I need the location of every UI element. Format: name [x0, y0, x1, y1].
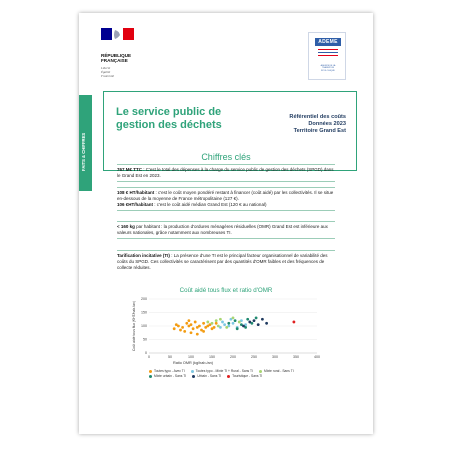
key-figure-value: < 160 kg	[117, 224, 135, 229]
reference-line: Données 2023	[308, 121, 346, 127]
key-figure-text: : c'est le coût aidé médian Grand Est (120 € au national)	[153, 202, 267, 207]
data-point	[257, 323, 260, 326]
x-tick-label: 200	[230, 355, 236, 359]
data-point	[179, 329, 182, 332]
y-tick-label: 200	[141, 297, 147, 302]
key-figure-value: Tarification incitative (TI)	[117, 253, 170, 258]
data-point	[185, 322, 188, 325]
key-figure	[117, 224, 335, 236]
data-point	[253, 319, 256, 322]
y-tick-label: 150	[141, 310, 147, 315]
key-figure-text: : C'est le total des dépenses à la charge du service public de gestion des déchets (SPGD) dans le Grand Est en 2023.	[117, 167, 334, 178]
legend-swatch	[191, 370, 194, 373]
data-point	[232, 322, 235, 325]
x-axis-label: Ratio OMR (kg/hab./an)	[172, 361, 214, 365]
data-point	[246, 318, 249, 321]
data-point	[173, 327, 176, 330]
key-figure-value: 106 €HT/habitant	[117, 202, 154, 207]
data-point	[215, 319, 218, 322]
data-point	[190, 331, 193, 334]
marianne-logo-icon	[101, 28, 135, 50]
data-point	[196, 333, 199, 336]
motto: Liberté Égalité Fraternité	[101, 66, 115, 78]
key-figure-block	[117, 187, 335, 211]
key-figure-block	[117, 164, 335, 182]
y-tick-label: 100	[141, 324, 147, 329]
section-title: Chiffres clés	[201, 152, 251, 162]
ademe-tagline: AGENCE DE LA TRANSITION ÉCOLOGIQUE	[320, 65, 336, 72]
data-point	[236, 327, 239, 330]
key-figure-value: 108 € HT/habitant	[117, 190, 155, 195]
data-point	[238, 321, 241, 324]
reference-line: Territoire Grand Est	[293, 128, 346, 134]
key-figure	[117, 190, 335, 202]
y-tick-label: 50	[143, 337, 147, 342]
legend-swatch	[192, 375, 195, 378]
data-point	[188, 319, 191, 322]
state-name: RÉPUBLIQUE FRANÇAISE	[101, 53, 132, 63]
data-point	[217, 325, 220, 328]
key-figure-block	[117, 250, 335, 273]
legend-item	[192, 374, 221, 379]
data-point	[265, 322, 268, 325]
side-label: FAITS & CHIFFRES	[81, 132, 86, 171]
reference-line: Référentiel des coûts	[289, 114, 346, 120]
y-tick-label: 0	[145, 351, 147, 356]
data-point	[242, 325, 245, 328]
ademe-stripe	[318, 52, 338, 53]
data-point	[215, 322, 218, 325]
data-point	[293, 321, 296, 324]
x-tick-label: 400	[314, 355, 320, 359]
data-point	[261, 318, 264, 321]
x-tick-label: 150	[209, 355, 215, 359]
x-tick-label: 250	[251, 355, 257, 359]
data-point	[223, 323, 226, 326]
ademe-wordmark: ADEME	[315, 38, 341, 46]
legend-label: Toutes typo - Mixte TI + Rural - Sans TI	[195, 369, 253, 373]
legend-item	[227, 374, 262, 379]
data-point	[227, 322, 230, 325]
data-point	[202, 322, 205, 325]
legend-swatch	[227, 375, 230, 378]
key-figure-text: : La présence d'une TI est le principal facteur organisationnel de variabilité des coûts du SPGD. Ces collectivités se caractérisent par des quantités d'OMR faibles et des fréquences de collecte réduites.	[117, 253, 328, 270]
data-point	[198, 325, 201, 328]
data-point	[225, 326, 228, 329]
key-figure	[117, 202, 335, 208]
header	[79, 13, 373, 83]
ademe-logo	[308, 32, 346, 80]
key-figure	[117, 253, 335, 271]
reference-block	[289, 114, 346, 135]
legend-swatch	[149, 375, 152, 378]
data-point	[248, 321, 251, 324]
key-figure-text: par habitant : la production d'ordures ménagères résiduelles (OMR) Grand Est est inférieure aux valeurs nationales, grâce notamment aux nombreuses TI.	[117, 224, 328, 235]
legend-label: Touristique - Sans TI	[232, 374, 263, 378]
data-point	[219, 318, 222, 321]
data-point	[255, 317, 258, 320]
data-point	[232, 317, 235, 320]
data-point	[221, 321, 224, 324]
page-title: Le service public de gestion des déchets	[116, 106, 222, 131]
legend-label: Mixte rural - Sans TI	[264, 369, 294, 373]
x-tick-label: 100	[188, 355, 194, 359]
key-figure-value: 767 M€ TTC	[117, 167, 143, 172]
legend-label: Toutes typo - Avec TI	[154, 369, 185, 373]
x-tick-label: 300	[272, 355, 278, 359]
key-figure-block	[117, 221, 335, 239]
data-point	[202, 330, 205, 333]
data-point	[211, 322, 214, 325]
data-point	[181, 326, 184, 329]
legend-swatch	[149, 370, 152, 373]
data-point	[234, 319, 237, 322]
legend-swatch	[259, 370, 262, 373]
legend-item	[259, 369, 294, 374]
ademe-stripe	[318, 49, 338, 50]
y-axis-label: Coût aidé tous flux (€HT/hab./an)	[132, 301, 136, 351]
ademe-stripe	[318, 55, 338, 56]
key-figure-text: : c'est le coût moyen pondéré restant à financer (coût aidé) par les collectivités. Il se situe en-dessous de la moyenne de France métropolitaine (127 €).	[117, 190, 334, 201]
x-tick-label: 350	[293, 355, 299, 359]
data-point	[192, 327, 195, 330]
data-point	[175, 323, 178, 326]
x-tick-label: 0	[148, 355, 150, 359]
scatter-chart	[111, 295, 331, 369]
data-point	[206, 321, 209, 324]
document-page	[79, 13, 373, 434]
data-point	[183, 330, 186, 333]
legend-label: Urbain - Sans TI	[197, 374, 222, 378]
legend-item	[149, 374, 186, 379]
chart-title: Coût aidé tous flux et ratio d'OMR	[179, 287, 273, 294]
data-point	[213, 326, 216, 329]
key-figure	[117, 167, 335, 179]
data-point	[190, 323, 193, 326]
legend-label: Mixte urbain - Sans TI	[154, 374, 187, 378]
chart-legend	[149, 369, 329, 379]
x-tick-label: 50	[168, 355, 172, 359]
data-point	[194, 321, 197, 324]
